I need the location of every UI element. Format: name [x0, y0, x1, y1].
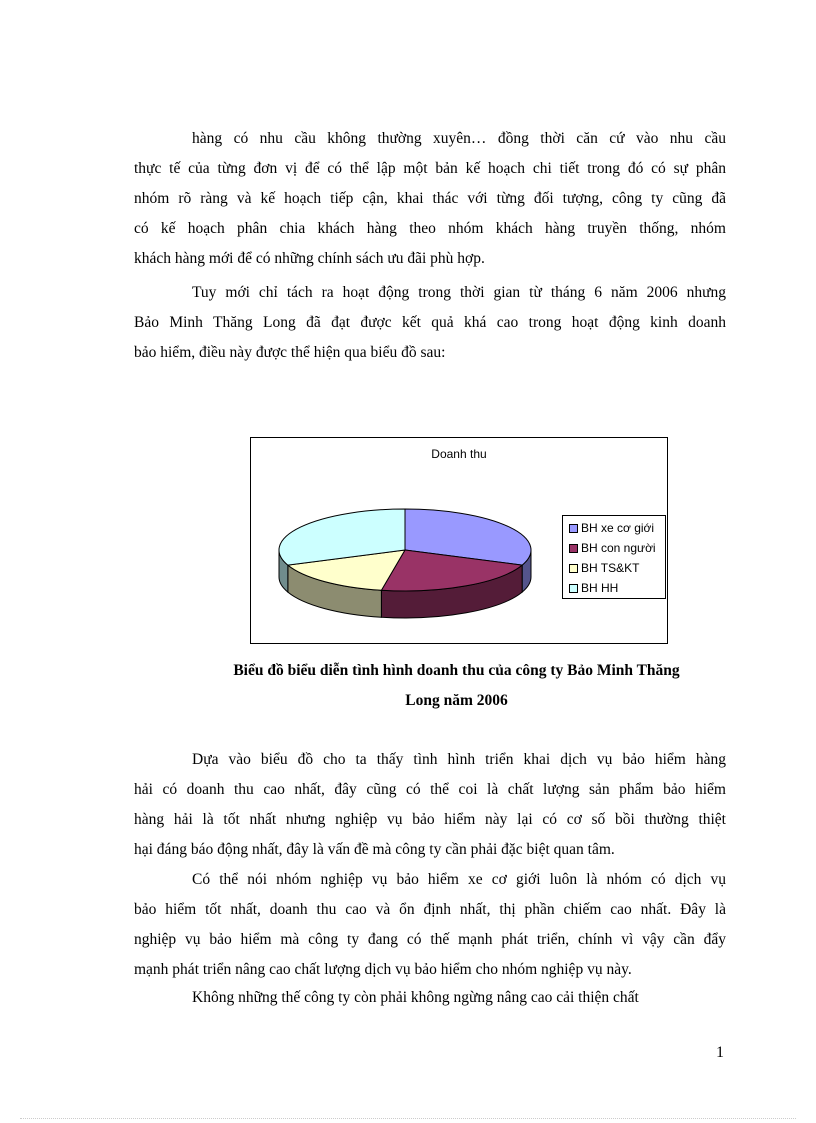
text-line: Dựa vào biểu đồ cho ta thấy tình hình triển khai dịch vụ bảo hiểm hàng — [192, 751, 726, 768]
revenue-pie-chart — [250, 437, 668, 644]
text-line: nhóm rõ ràng và kế hoạch tiếp cận, khai thác với từng đối tượng, công ty cũng đã — [134, 190, 726, 207]
caption-line: Biểu đồ biểu diễn tình hình doanh thu của công ty Bảo Minh Thăng — [233, 662, 680, 679]
legend-label: BH con người — [581, 541, 656, 555]
legend-swatch — [569, 564, 578, 573]
text-line: thực tế của từng đơn vị để có thể lập một bản kế hoạch chi tiết trong đó có sự phân — [134, 160, 726, 177]
text-line: bảo hiểm tốt nhất, doanh thu cao và ổn định nhất, thị phần chiếm cao nhất. Đây là — [134, 901, 726, 918]
legend-item-hh — [569, 578, 665, 598]
text-line: hàng có nhu cầu không thường xuyên… đồng thời căn cứ vào nhu cầu — [192, 130, 726, 147]
chart-caption — [134, 656, 779, 716]
text-line: bảo hiểm, điều này được thể hiện qua biểu đồ sau: — [134, 344, 446, 361]
page-number: 1 — [716, 1044, 724, 1061]
legend-item-xe-co-gioi — [569, 518, 665, 538]
text-line: khách hàng mới để có những chính sách ưu đãi phù hợp. — [134, 250, 485, 267]
chart-title: Doanh thu — [431, 447, 487, 461]
text-line: hại đáng báo động nhất, đây là vấn đề mà công ty cần phải đặc biệt quan tâm. — [134, 841, 615, 858]
text-line: Có thể nói nhóm nghiệp vụ bảo hiểm xe cơ giới luôn là nhóm có dịch vụ — [192, 871, 726, 888]
text-line: hải có doanh thu cao nhất, đây cũng có thể coi là chất lượng sản phẩm bảo hiểm — [134, 781, 726, 798]
text-line: Tuy mới chỉ tách ra hoạt động trong thời gian từ tháng 6 năm 2006 nhưng — [192, 284, 726, 301]
paragraph-3 — [134, 745, 726, 865]
text-line: Bảo Minh Thăng Long đã đạt được kết quả khá cao trong hoạt động kinh doanh — [134, 314, 726, 331]
caption-line: Long năm 2006 — [405, 692, 508, 709]
paragraph-1 — [134, 124, 726, 274]
text-line: có kế hoạch phân chia khách hàng theo nhóm khách hàng truyền thống, nhóm — [134, 220, 726, 237]
text-line: Không những thế công ty còn phải không ngừng nâng cao cải thiện chất — [192, 989, 639, 1006]
paragraph-5 — [134, 983, 726, 1013]
paragraph-4 — [134, 865, 726, 985]
paragraph-2 — [134, 278, 726, 368]
legend-item-con-nguoi — [569, 538, 665, 558]
legend-label: BH TS&KT — [581, 561, 640, 575]
footer-divider — [20, 1118, 796, 1119]
legend-item-ts-kt — [569, 558, 665, 578]
text-line: mạnh phát triển nâng cao chất lượng dịch vụ bảo hiểm cho nhóm nghiệp vụ này. — [134, 961, 632, 978]
chart-legend — [562, 515, 666, 599]
legend-label: BH xe cơ giới — [581, 521, 655, 535]
legend-swatch — [569, 544, 578, 553]
legend-swatch — [569, 524, 578, 533]
text-line: nghiệp vụ bảo hiểm mà công ty đang có thế mạnh phát triển, chính vì vậy cần đẩy — [134, 931, 726, 948]
legend-swatch — [569, 584, 578, 593]
legend-label: BH HH — [581, 581, 619, 595]
text-line: hàng hải là tốt nhất nhưng nghiệp vụ bảo hiểm này lại có cơ số bồi thường thiệt — [134, 811, 726, 828]
